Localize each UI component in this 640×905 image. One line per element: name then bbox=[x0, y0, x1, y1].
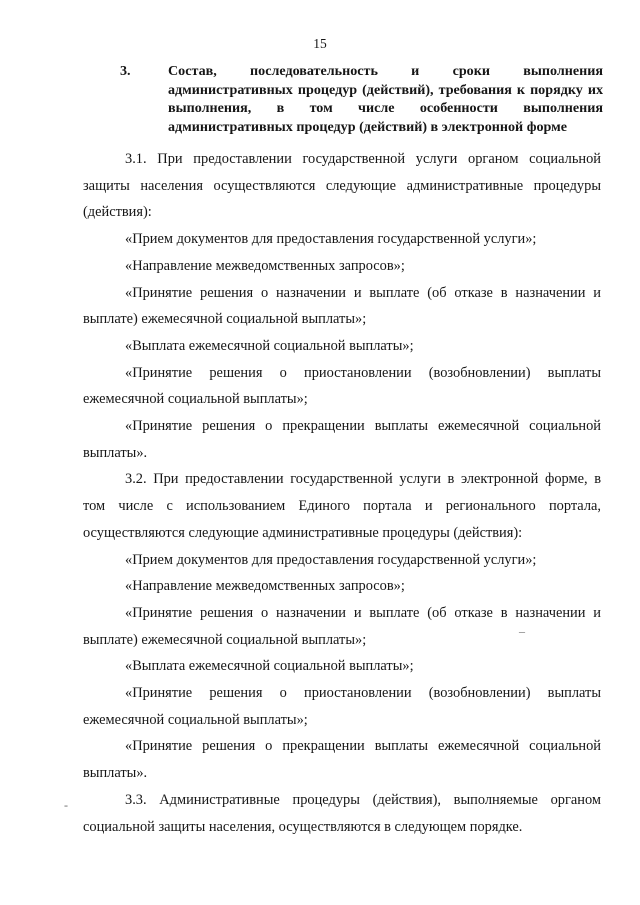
document-body bbox=[83, 146, 601, 840]
stray-underscore-mark: _ bbox=[519, 620, 525, 634]
paragraph-3-3: 3.3. Административные процедуры (действия), выполняемые органом социальной защиты населения, осуществляются в следующем порядке. bbox=[83, 791, 601, 835]
list-item: «Выплата ежемесячной социальной выплаты»; bbox=[125, 658, 414, 675]
paragraph-3-1: 3.1. При предоставлении государственной услуги органом социальной защиты населения осуществляются следующие административные процедуры (действия): bbox=[83, 151, 601, 221]
paragraph-3-2: 3.2. При предоставлении государственной услуги в электронной форме, в том числе с использованием Единого портала и регионального портала, осуществляются следующие административные процедуры (действия): bbox=[83, 471, 601, 541]
list-item: «Выплата ежемесячной социальной выплаты»; bbox=[125, 337, 414, 354]
list-item: «Прием документов для предоставления государственной услуги»; bbox=[125, 231, 537, 248]
list-item: «Принятие решения о приостановлении (возобновлении) выплаты ежемесячной социальной выплаты»; bbox=[83, 364, 601, 408]
section-title: Состав, последовательность и сроки выполнения административных процедур (действий), требования к порядку их выполнения, в том числе особенности выполнения административных процедур (действий) в электронной форме bbox=[168, 63, 603, 135]
list-item: «Направление межведомственных запросов»; bbox=[125, 257, 405, 274]
section-heading bbox=[120, 62, 603, 136]
list-item: «Прием документов для предоставления государственной услуги»; bbox=[125, 551, 537, 568]
list-item: «Принятие решения о прекращении выплаты ежемесячной социальной выплаты». bbox=[83, 418, 601, 461]
section-number: 3. bbox=[120, 63, 131, 79]
list-item: «Принятие решения о приостановлении (возобновлении) выплаты ежемесячной социальной выплаты»; bbox=[83, 685, 601, 728]
list-item: «Принятие решения о назначении и выплате (об отказе в назначении и выплате) ежемесячной социальной выплаты»; bbox=[83, 604, 601, 648]
list-item: «Принятие решения о прекращении выплаты ежемесячной социальной выплаты». bbox=[83, 738, 601, 782]
list-item: «Направление межведомственных запросов»; bbox=[125, 578, 405, 595]
list-item: «Принятие решения о назначении и выплате (об отказе в назначении и выплате) ежемесячной социальной выплаты»; bbox=[83, 284, 601, 328]
margin-dash-mark: - bbox=[64, 798, 68, 812]
page-number: 15 bbox=[313, 36, 327, 51]
